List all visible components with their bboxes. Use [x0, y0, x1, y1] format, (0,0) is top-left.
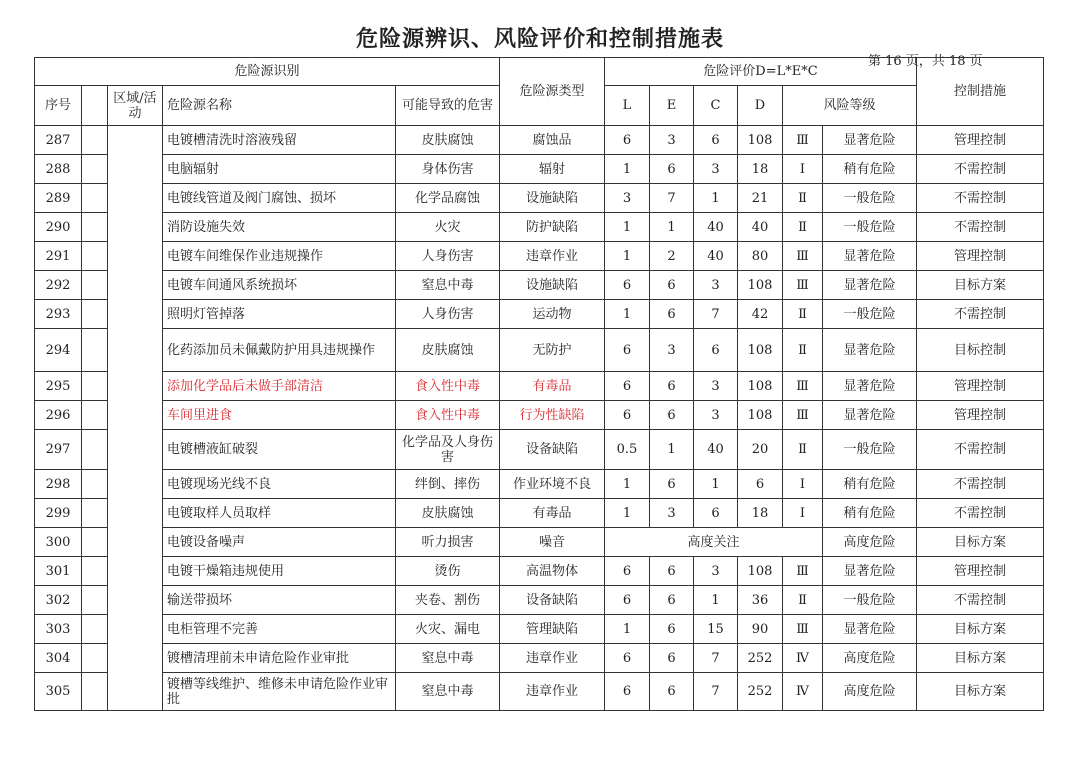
cell-control: 目标方案	[917, 644, 1044, 673]
cell-harm: 食入性中毒	[396, 372, 500, 401]
cell-d: 6	[738, 470, 783, 499]
cell-name: 电镀干燥箱违规使用	[163, 557, 396, 586]
cell-harm: 化学品及人身伤害	[396, 430, 500, 470]
cell-c: 40	[694, 213, 738, 242]
header-control: 控制措施	[917, 58, 1044, 126]
cell-l: 1	[605, 213, 650, 242]
cell-area	[108, 126, 163, 711]
cell-grade: Ⅱ	[783, 430, 823, 470]
table-row	[35, 673, 1044, 711]
cell-name: 电镀现场光线不良	[163, 470, 396, 499]
cell-seq: 303	[35, 615, 82, 644]
cell-seq: 290	[35, 213, 82, 242]
cell-control: 目标方案	[917, 528, 1044, 557]
cell-control: 不需控制	[917, 213, 1044, 242]
cell-type: 管理缺陷	[500, 615, 605, 644]
cell-harm: 皮肤腐蚀	[396, 329, 500, 372]
header-identification: 危险源识别	[35, 58, 500, 86]
cell-level: 显著危险	[823, 329, 917, 372]
table-row	[35, 213, 1044, 242]
table-row	[35, 499, 1044, 528]
cell-c: 6	[694, 499, 738, 528]
document-title: 危险源辨识、风险评价和控制措施表	[355, 26, 724, 52]
cell-c: 1	[694, 586, 738, 615]
cell-l: 1	[605, 300, 650, 329]
table-row	[35, 401, 1044, 430]
table-row	[35, 557, 1044, 586]
cell-blank	[82, 372, 108, 401]
cell-d: 42	[738, 300, 783, 329]
cell-name: 车间里进食	[163, 401, 396, 430]
hazard-table	[34, 57, 1044, 711]
cell-e: 6	[650, 557, 694, 586]
cell-l: 1	[605, 242, 650, 271]
cell-harm: 皮肤腐蚀	[396, 126, 500, 155]
cell-name: 消防设施失效	[163, 213, 396, 242]
cell-grade: Ⅲ	[783, 372, 823, 401]
cell-level: 高度危险	[823, 528, 917, 557]
cell-control: 目标方案	[917, 673, 1044, 711]
cell-type: 设施缺陷	[500, 184, 605, 213]
cell-blank	[82, 586, 108, 615]
cell-name: 电脑辐射	[163, 155, 396, 184]
cell-d: 90	[738, 615, 783, 644]
cell-blank	[82, 213, 108, 242]
cell-c: 40	[694, 430, 738, 470]
cell-seq: 297	[35, 430, 82, 470]
cell-d: 108	[738, 271, 783, 300]
cell-control: 不需控制	[917, 499, 1044, 528]
cell-c: 1	[694, 470, 738, 499]
table-row	[35, 242, 1044, 271]
cell-harm: 窒息中毒	[396, 673, 500, 711]
cell-name: 添加化学品后未做手部清洁	[163, 372, 396, 401]
cell-blank	[82, 329, 108, 372]
cell-name: 电镀槽液缸破裂	[163, 430, 396, 470]
cell-level: 显著危险	[823, 557, 917, 586]
cell-harm: 窒息中毒	[396, 644, 500, 673]
cell-harm: 绊倒、摔伤	[396, 470, 500, 499]
table-row	[35, 615, 1044, 644]
header-name: 危险源名称	[163, 86, 396, 126]
cell-l: 6	[605, 372, 650, 401]
cell-l: 6	[605, 644, 650, 673]
cell-e: 1	[650, 430, 694, 470]
table-row	[35, 155, 1044, 184]
cell-seq: 296	[35, 401, 82, 430]
cell-seq: 293	[35, 300, 82, 329]
cell-l: 6	[605, 329, 650, 372]
cell-grade: Ⅱ	[783, 586, 823, 615]
cell-type: 辐射	[500, 155, 605, 184]
cell-d: 108	[738, 126, 783, 155]
table-row	[35, 372, 1044, 401]
cell-level: 一般危险	[823, 213, 917, 242]
cell-d: 18	[738, 499, 783, 528]
cell-harm: 火灾	[396, 213, 500, 242]
cell-name: 电镀设备噪声	[163, 528, 396, 557]
table-row	[35, 470, 1044, 499]
cell-seq: 300	[35, 528, 82, 557]
cell-type: 作业环境不良	[500, 470, 605, 499]
cell-blank	[82, 673, 108, 711]
cell-control: 目标方案	[917, 271, 1044, 300]
cell-e: 3	[650, 499, 694, 528]
cell-seq: 302	[35, 586, 82, 615]
header-harm: 可能导致的危害	[396, 86, 500, 126]
cell-l: 1	[605, 470, 650, 499]
cell-name: 电镀车间维保作业违规操作	[163, 242, 396, 271]
cell-control: 目标方案	[917, 615, 1044, 644]
cell-level: 一般危险	[823, 300, 917, 329]
cell-c: 1	[694, 184, 738, 213]
cell-harm: 火灾、漏电	[396, 615, 500, 644]
cell-l: 1	[605, 155, 650, 184]
cell-grade: Ⅲ	[783, 557, 823, 586]
cell-grade: Ⅱ	[783, 329, 823, 372]
cell-harm: 听力损害	[396, 528, 500, 557]
cell-seq: 305	[35, 673, 82, 711]
cell-blank	[82, 300, 108, 329]
cell-l: 6	[605, 673, 650, 711]
cell-grade: Ⅲ	[783, 271, 823, 300]
table-row	[35, 271, 1044, 300]
header-d: D	[738, 86, 783, 126]
cell-d: 80	[738, 242, 783, 271]
cell-control: 管理控制	[917, 401, 1044, 430]
cell-c: 7	[694, 300, 738, 329]
cell-name: 镀槽清理前未申请危险作业审批	[163, 644, 396, 673]
cell-e: 6	[650, 155, 694, 184]
table-row	[35, 644, 1044, 673]
cell-name: 电柜管理不完善	[163, 615, 396, 644]
cell-l: 6	[605, 401, 650, 430]
cell-blank	[82, 271, 108, 300]
cell-grade: Ⅲ	[783, 242, 823, 271]
cell-type: 违章作业	[500, 242, 605, 271]
cell-name: 化药添加员未佩戴防护用具违规操作	[163, 329, 396, 372]
cell-blank	[82, 430, 108, 470]
cell-c: 7	[694, 673, 738, 711]
cell-l: 6	[605, 557, 650, 586]
cell-e: 6	[650, 470, 694, 499]
header-risk-level: 风险等级	[783, 86, 917, 126]
cell-harm: 烫伤	[396, 557, 500, 586]
cell-d: 108	[738, 372, 783, 401]
cell-harm: 化学品腐蚀	[396, 184, 500, 213]
cell-level: 显著危险	[823, 401, 917, 430]
cell-seq: 304	[35, 644, 82, 673]
cell-type: 有毒品	[500, 499, 605, 528]
cell-seq: 298	[35, 470, 82, 499]
cell-harm: 夹卷、割伤	[396, 586, 500, 615]
cell-grade: Ⅰ	[783, 499, 823, 528]
cell-name: 照明灯管掉落	[163, 300, 396, 329]
cell-harm: 窒息中毒	[396, 271, 500, 300]
cell-d: 20	[738, 430, 783, 470]
cell-blank	[82, 470, 108, 499]
cell-d: 252	[738, 673, 783, 711]
cell-c: 6	[694, 329, 738, 372]
cell-seq: 291	[35, 242, 82, 271]
cell-c: 15	[694, 615, 738, 644]
cell-e: 6	[650, 271, 694, 300]
header-area: 区域/活动	[108, 86, 163, 126]
cell-e: 7	[650, 184, 694, 213]
cell-l: 0.5	[605, 430, 650, 470]
header-c: C	[694, 86, 738, 126]
cell-seq: 287	[35, 126, 82, 155]
cell-type: 腐蚀品	[500, 126, 605, 155]
cell-name: 电镀槽清洗时溶液残留	[163, 126, 396, 155]
header-evaluation: 危险评价D=L*E*C	[605, 58, 917, 86]
cell-e: 2	[650, 242, 694, 271]
cell-grade: Ⅳ	[783, 673, 823, 711]
cell-name: 输送带损坏	[163, 586, 396, 615]
cell-blank	[82, 615, 108, 644]
cell-c: 3	[694, 401, 738, 430]
header-type: 危险源类型	[500, 58, 605, 126]
cell-blank	[82, 528, 108, 557]
table-row	[35, 528, 1044, 557]
cell-e: 1	[650, 213, 694, 242]
cell-l: 6	[605, 126, 650, 155]
table-body	[35, 126, 1044, 711]
cell-seq: 299	[35, 499, 82, 528]
cell-type: 设施缺陷	[500, 271, 605, 300]
cell-e: 3	[650, 126, 694, 155]
cell-name: 镀槽等线维护、维修未申请危险作业审批	[163, 673, 396, 711]
cell-e: 6	[650, 401, 694, 430]
cell-grade: Ⅱ	[783, 184, 823, 213]
cell-seq: 288	[35, 155, 82, 184]
page-info: 第 16 页，共 18 页	[868, 54, 983, 69]
cell-type: 设备缺陷	[500, 430, 605, 470]
table-row	[35, 586, 1044, 615]
cell-d: 252	[738, 644, 783, 673]
cell-seq: 294	[35, 329, 82, 372]
cell-grade: Ⅲ	[783, 615, 823, 644]
cell-type: 运动物	[500, 300, 605, 329]
cell-control: 管理控制	[917, 126, 1044, 155]
cell-control: 不需控制	[917, 184, 1044, 213]
cell-level: 一般危险	[823, 586, 917, 615]
table-row	[35, 300, 1044, 329]
cell-c: 6	[694, 126, 738, 155]
cell-grade: Ⅰ	[783, 470, 823, 499]
cell-level: 稍有危险	[823, 499, 917, 528]
header-e: E	[650, 86, 694, 126]
cell-seq: 289	[35, 184, 82, 213]
cell-blank	[82, 184, 108, 213]
cell-level: 显著危险	[823, 242, 917, 271]
cell-l: 6	[605, 271, 650, 300]
cell-grade: Ⅲ	[783, 126, 823, 155]
cell-name: 电镀取样人员取样	[163, 499, 396, 528]
cell-type: 违章作业	[500, 673, 605, 711]
cell-e: 6	[650, 644, 694, 673]
cell-level: 显著危险	[823, 372, 917, 401]
cell-e: 6	[650, 586, 694, 615]
table-row	[35, 329, 1044, 372]
cell-e: 6	[650, 673, 694, 711]
cell-level: 稍有危险	[823, 155, 917, 184]
cell-seq: 295	[35, 372, 82, 401]
cell-level: 稍有危险	[823, 470, 917, 499]
cell-level: 高度危险	[823, 644, 917, 673]
header-seq: 序号	[35, 86, 82, 126]
cell-type: 有毒品	[500, 372, 605, 401]
cell-type: 无防护	[500, 329, 605, 372]
cell-grade: Ⅲ	[783, 401, 823, 430]
header-blank	[82, 86, 108, 126]
cell-control: 管理控制	[917, 557, 1044, 586]
cell-level: 一般危险	[823, 430, 917, 470]
cell-l: 3	[605, 184, 650, 213]
cell-name: 电镀车间通风系统损坏	[163, 271, 396, 300]
cell-type: 防护缺陷	[500, 213, 605, 242]
cell-blank	[82, 644, 108, 673]
cell-blank	[82, 401, 108, 430]
cell-control: 不需控制	[917, 430, 1044, 470]
cell-grade: Ⅱ	[783, 213, 823, 242]
cell-grade: Ⅳ	[783, 644, 823, 673]
cell-d: 21	[738, 184, 783, 213]
cell-control: 目标控制	[917, 329, 1044, 372]
cell-c: 7	[694, 644, 738, 673]
cell-d: 108	[738, 401, 783, 430]
cell-c: 40	[694, 242, 738, 271]
cell-c: 3	[694, 155, 738, 184]
cell-type: 高温物体	[500, 557, 605, 586]
cell-control: 管理控制	[917, 372, 1044, 401]
cell-level: 高度危险	[823, 673, 917, 711]
cell-type: 违章作业	[500, 644, 605, 673]
cell-c: 3	[694, 557, 738, 586]
cell-level: 显著危险	[823, 271, 917, 300]
cell-c: 3	[694, 372, 738, 401]
cell-name: 电镀线管道及阀门腐蚀、损坏	[163, 184, 396, 213]
cell-harm: 皮肤腐蚀	[396, 499, 500, 528]
table-row	[35, 430, 1044, 470]
cell-level: 显著危险	[823, 615, 917, 644]
cell-blank	[82, 126, 108, 155]
cell-d: 36	[738, 586, 783, 615]
cell-l: 6	[605, 586, 650, 615]
cell-harm: 人身伤害	[396, 242, 500, 271]
cell-control: 不需控制	[917, 300, 1044, 329]
cell-c: 3	[694, 271, 738, 300]
cell-d: 108	[738, 557, 783, 586]
cell-harm: 身体伤害	[396, 155, 500, 184]
cell-control: 管理控制	[917, 242, 1044, 271]
cell-e: 6	[650, 615, 694, 644]
cell-seq: 292	[35, 271, 82, 300]
cell-level: 显著危险	[823, 126, 917, 155]
cell-type: 噪音	[500, 528, 605, 557]
cell-d: 108	[738, 329, 783, 372]
cell-d: 40	[738, 213, 783, 242]
table-row	[35, 184, 1044, 213]
cell-harm: 食入性中毒	[396, 401, 500, 430]
cell-e: 6	[650, 372, 694, 401]
cell-control: 不需控制	[917, 470, 1044, 499]
cell-l: 1	[605, 499, 650, 528]
cell-grade: Ⅱ	[783, 300, 823, 329]
cell-type: 设备缺陷	[500, 586, 605, 615]
cell-control: 不需控制	[917, 586, 1044, 615]
cell-level: 一般危险	[823, 184, 917, 213]
cell-seq: 301	[35, 557, 82, 586]
cell-l: 1	[605, 615, 650, 644]
cell-e: 6	[650, 300, 694, 329]
cell-grade: Ⅰ	[783, 155, 823, 184]
table-row	[35, 126, 1044, 155]
cell-blank	[82, 499, 108, 528]
cell-harm: 人身伤害	[396, 300, 500, 329]
cell-e: 3	[650, 329, 694, 372]
cell-blank	[82, 155, 108, 184]
cell-merged-eval: 高度关注	[605, 528, 823, 557]
cell-d: 18	[738, 155, 783, 184]
cell-type: 行为性缺陷	[500, 401, 605, 430]
header-l: L	[605, 86, 650, 126]
cell-blank	[82, 242, 108, 271]
cell-control: 不需控制	[917, 155, 1044, 184]
cell-blank	[82, 557, 108, 586]
